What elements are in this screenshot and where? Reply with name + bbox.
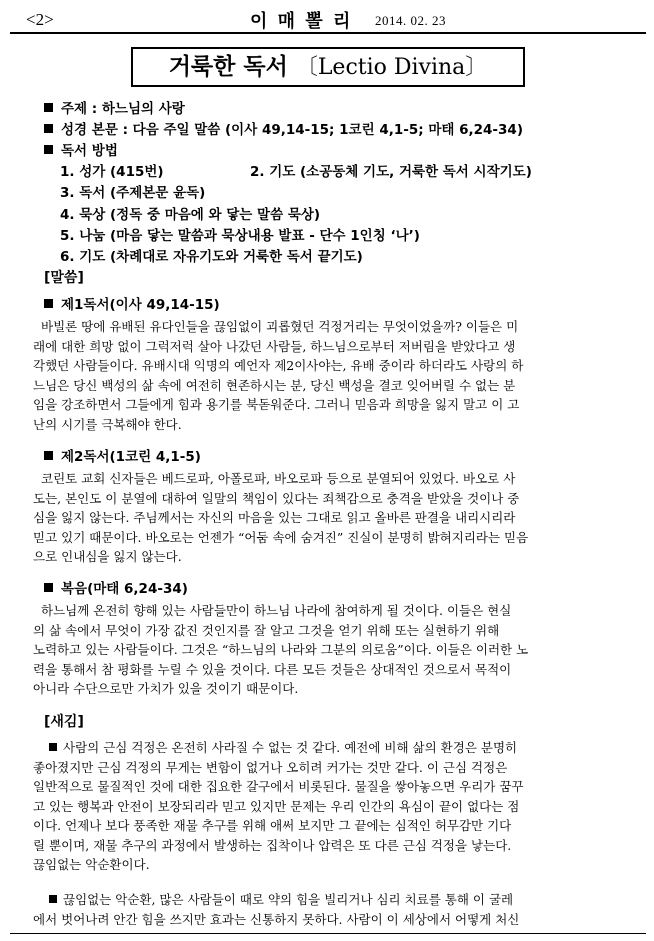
square-bullet-icon [44,451,53,460]
reading-heading [44,577,188,597]
method-step: 3. 독서 (주제본문 윤독) [60,185,206,201]
square-bullet-icon [49,743,57,751]
bottom-rule [10,933,646,934]
square-bullet-icon [44,299,53,308]
page-number: <2> [26,10,54,29]
text-line: 코린토 교회 신자들은 베드로파, 아폴로파, 바오로파 등으로 분열되어 있었다. 바오로 사 [41,471,516,486]
document-title [131,47,525,87]
reading-heading [44,293,220,313]
reading-heading-text: 제1독서(이사 49,14-15) [61,297,220,313]
reflection-section-label: [새김] [44,714,84,730]
reflection-paragraph [33,890,625,929]
square-bullet-icon [44,124,53,133]
text-line: 고 있는 행복과 안전이 보장되리라 믿고 있지만 문제는 우리 인간의 욕심이 끝이 없다는 점 [33,798,520,814]
theme-text: 주제 : 하느님의 사랑 [61,101,185,117]
square-bullet-icon [44,103,53,112]
method-step: 6. 기도 (차례대로 자유기도와 거룩한 독서 끝기도) [60,249,363,265]
title-korean: 거룩한 독서 [168,54,288,80]
title-latin: 〔Lectio Divina〕 [295,55,488,80]
reading-body [33,601,625,699]
theme-line [44,97,185,117]
text-line: 난의 시기를 극복해야 한다. [33,416,182,432]
method-step: 4. 묵상 (정독 중 마음에 와 닿는 말씀 묵상) [60,207,321,223]
text-line: 력을 통해서 참 평화를 누릴 수 있을 것이다. 다른 모든 것들은 상대적인 것으로서 목적이 [33,661,512,677]
text-line: 바빌론 땅에 유배된 유다인들을 끊임없이 괴롭혔던 걱정거리는 무엇이었을까? 이들은 미 [41,319,519,334]
text-line: 이다. 언제나 보다 풍족한 재물 추구를 위해 애써 보지만 그 끝에는 심적인 허무감만 기다 [33,818,512,833]
text-line: 믿고 있기 때문이다. 바오로는 언젠가 “어둠 속에 숨겨진” 진실이 분명히 밝혀지리라는 믿음 [33,529,529,545]
text-span: 끊임없는 악순환, 많은 사람들이 때로 약의 힘을 빌리거나 심리 치료를 통해 이 굴레 [63,892,514,907]
reflection-paragraph [33,738,625,875]
method-heading-text: 독서 방법 [61,143,118,159]
text-line: 래에 대한 희망 없이 그럭저럭 살아 나갔던 사람들, 하느님으로부터 저버림을 받았다고 생 [33,338,516,354]
text-line: 아니라 수단으로만 가치가 있을 것이기 때문이다. [33,681,299,696]
reading-heading-text: 제2독서(1코린 4,1-5) [61,449,201,465]
reading-heading-text: 복음(마태 6,24-34) [61,581,188,597]
bulletin-name: 이 매 뽈 리 [250,11,353,32]
scripture-line [44,118,523,138]
text-line: 에서 벗어나려 안간 힘을 쓰지만 효과는 신통하지 못하다. 사람이 이 세상에서 어떻게 처신 [33,911,520,927]
text-line: 노력하고 있는 사람들이다. 그것은 “하느님의 나라와 그분의 의로움”이다. 이들은 이러한 노 [33,642,529,657]
text-line: 의 삶 속에서 무엇이 가장 값진 것인지를 잘 알고 그것을 얻기 위해 또는 실현하기 위해 [33,622,500,638]
reading-heading [44,445,201,465]
word-section-label: [말씀] [44,270,84,286]
square-bullet-icon [44,583,53,592]
text-line: 느님은 당신 백성의 삶 속에 여전히 현존하시는 분, 당신 백성을 결코 잊어버릴 수 없는 분 [33,377,516,393]
issue-date: 2014. 02. 23 [375,13,446,28]
text-line: 릴 뿐이며, 재물 추구의 과정에서 발생하는 집착이나 압력은 또 다른 근심 걱정을 낳는다. [33,837,512,853]
text-line: 각했던 사람들이다. 유배시대 익명의 예언자 제2이사야는, 유배 중이라 하더라도 사랑의 하 [33,358,524,373]
text-line: 하느님께 온전히 향해 있는 사람들만이 하느님 나라에 참여하게 될 것이다. 이들은 현실 [41,603,512,618]
page-header [10,6,646,34]
reading-body [33,469,625,567]
text-line [33,738,625,758]
method-step: 1. 성가 (415번) [60,164,164,180]
text-line: 으로 인내심을 잃지 않는다. [33,549,182,564]
reading-body [33,317,625,434]
text-line: 좋아졌지만 근심 걱정의 무게는 변함이 없거나 오히려 커가는 것만 같다. 이 근심 걱정은 [33,759,508,775]
method-step: 2. 기도 (소공동체 기도, 거룩한 독서 시작기도) [250,164,532,180]
scripture-text: 성경 본문 : 다음 주일 말씀 (이사 49,14-15; 1코린 4,1-5; 마태 6,24-34) [61,122,523,138]
square-bullet-icon [49,895,57,903]
text-line: 도는, 본인도 이 분열에 대하여 일말의 책임이 있다는 죄책감으로 충격을 받았을 것이나 중 [33,490,520,506]
text-line: 심을 잃지 않는다. 주님께서는 자신의 마음을 있는 그대로 읽고 올바른 판결을 내리시리라 [33,510,516,525]
method-step: 5. 나눔 (마음 닿는 말씀과 묵상내용 발표 - 단수 1인칭 ‘나’) [60,228,420,244]
text-line [33,890,625,910]
square-bullet-icon [44,145,53,154]
method-heading [44,139,118,159]
text-line: 임을 강조하면서 그들에게 힘과 용기를 북돋워준다. 그러니 믿음과 희망을 잃지 말고 이 고 [33,397,520,412]
text-line: 일반적으로 물질적인 것에 대한 집요한 갈구에서 비롯된다. 물질을 쌓아놓으면 우리가 꿈꾸 [33,779,524,794]
text-line: 끊임없는 악순환이다. [33,857,150,872]
text-span: 사람의 근심 걱정은 온전히 사라질 수 없는 것 같다. 예전에 비해 삶의 환경은 분명히 [63,740,518,755]
